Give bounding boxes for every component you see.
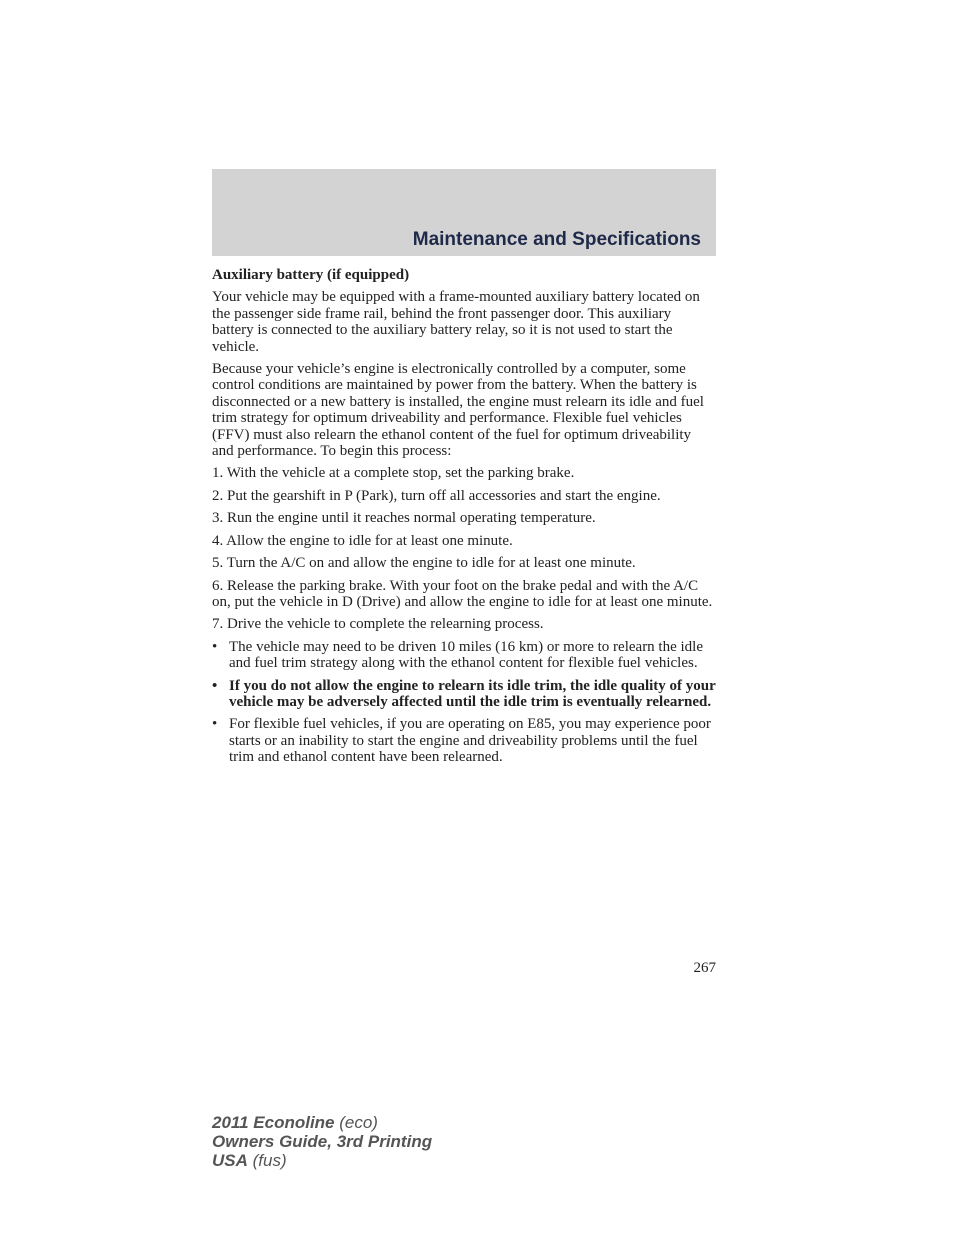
bullet-item-warning: [212, 678, 716, 711]
step-item: 6. Release the parking brake. With your foot on the brake pedal and with the A/C on, put the vehicle in D (Drive) and allow the engine to idle for at least one minute.: [212, 577, 713, 610]
step-item: 5. Turn the A/C on and allow the engine to idle for at least one minute.: [212, 555, 636, 572]
page-number: 267: [693, 960, 716, 976]
footer-guide: Owners Guide, 3rd Printing: [212, 1132, 433, 1151]
document-footer: [212, 1113, 432, 1170]
step-item: 4. Allow the engine to idle for at least one minute.: [212, 532, 513, 549]
bullet-item: [212, 639, 716, 672]
bullet-text: For flexible fuel vehicles, if you are operating on E85, you may experience poor starts or an inability to start the engine and driveability problems until the fuel trim and ethanol content have been relearned.: [229, 716, 711, 766]
bullet-item: [212, 716, 716, 765]
page-content: [212, 267, 716, 772]
footer-market-code: (fus): [247, 1151, 287, 1170]
step-item: 1. With the vehicle at a complete stop, set the parking brake.: [212, 465, 575, 482]
footer-line-market: [212, 1151, 432, 1170]
step-item: 7. Drive the vehicle to complete the relearning process.: [212, 616, 544, 633]
bullet-dot: •: [212, 716, 218, 733]
footer-line-model: [212, 1113, 432, 1132]
footer-model-code: (eco): [334, 1113, 378, 1132]
bullet-text: If you do not allow the engine to relearn its idle trim, the idle quality of your vehicle may be adversely affected until the idle trim is eventually relearned.: [229, 677, 716, 710]
footer-line-guide: [212, 1132, 432, 1151]
step-item: 2. Put the gearshift in P (Park), turn off all accessories and start the engine.: [212, 487, 661, 504]
bullet-dot: •: [212, 638, 218, 655]
section-title: Maintenance and Specifications: [412, 229, 701, 250]
section-header-band: [212, 169, 716, 256]
step-item: 3. Run the engine until it reaches normal operating temperature.: [212, 510, 596, 527]
paragraph: Because your vehicle’s engine is electronically controlled by a computer, some control conditions are maintained by power from the battery. When the battery is disconnected or a new battery is installed, the engine must relearn its idle and fuel trim strategy for optimum driveability and performance. Flexible fuel vehicles (FFV) must also relearn the ethanol content of the fuel for optimum driveability and performance. To begin this process:: [212, 361, 704, 460]
paragraph: Your vehicle may be equipped with a frame-mounted auxiliary battery located on the passenger side frame rail, behind the front passenger door. This auxiliary battery is connected to the auxiliary battery relay, so it is not used to start the vehicle.: [212, 289, 700, 355]
footer-market: USA: [212, 1151, 248, 1170]
bullet-text: The vehicle may need to be driven 10 miles (16 km) or more to relearn the idle and fuel trim strategy along with the ethanol content for flexible fuel vehicles.: [229, 638, 704, 672]
footer-model: 2011 Econoline: [212, 1113, 335, 1132]
subsection-heading: Auxiliary battery (if equipped): [212, 267, 410, 283]
bullet-dot: •: [212, 677, 218, 694]
